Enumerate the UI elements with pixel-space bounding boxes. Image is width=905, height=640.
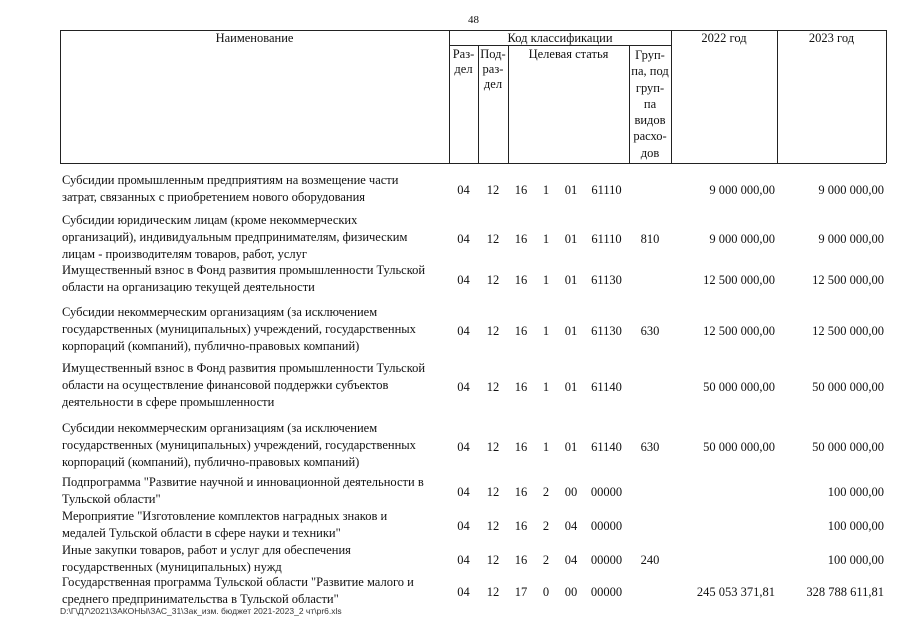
file-path-footer: D:\Г\Д7\2021\ЗАКОНЫ\ЗАС_31\Зак_изм. бюджет 2021-2023_2 чт\pr6.xls xyxy=(60,606,342,616)
cell-podrazdel: 12 xyxy=(486,273,500,287)
cell-p4: 00000 xyxy=(590,585,623,599)
page-number: 48 xyxy=(468,14,479,26)
row-name-line: Государственная программа Тульской области "Развитие малого и xyxy=(62,575,414,589)
cell-p2: 1 xyxy=(542,380,550,394)
cell-razdel: 04 xyxy=(457,324,470,338)
cell-p1: 16 xyxy=(514,440,528,454)
header-razdel: Раз- дел xyxy=(452,47,475,76)
cell-vid: 630 xyxy=(640,440,660,454)
row-name xyxy=(62,304,442,355)
row-name-line: Субсидии промышленным предприятиям на возмещение части xyxy=(62,173,399,187)
cell-p2: 1 xyxy=(542,324,550,338)
cell-podrazdel: 12 xyxy=(486,553,500,567)
cell-p3: 01 xyxy=(564,440,578,454)
cell-razdel: 04 xyxy=(457,553,470,567)
header-year-2022: 2022 год xyxy=(701,31,747,45)
cell-p3: 00 xyxy=(564,485,578,499)
cell-razdel: 04 xyxy=(457,585,470,599)
cell-p1: 16 xyxy=(514,485,528,499)
header-name: Наименование xyxy=(215,31,294,45)
cell-p2: 2 xyxy=(542,519,550,533)
cell-p4: 61110 xyxy=(591,183,622,197)
row-name-line: Субсидии некоммерческим организациям (за исключением xyxy=(62,305,378,319)
row-name-line: деятельности в сфере промышленности xyxy=(62,395,275,409)
cell-p4: 00000 xyxy=(590,485,623,499)
row-name-line: государственных (муниципальных) учреждений, государственных xyxy=(62,322,416,336)
cell-podrazdel: 12 xyxy=(486,585,500,599)
header-year-2023: 2023 год xyxy=(808,31,855,45)
cell-amount-2022: 9 000 000,00 xyxy=(709,183,775,197)
cell-p4: 00000 xyxy=(590,553,623,567)
cell-p1: 16 xyxy=(514,232,528,246)
cell-p3: 01 xyxy=(564,324,578,338)
cell-vid: 630 xyxy=(640,324,660,338)
cell-p2: 2 xyxy=(542,553,550,567)
cell-p1: 16 xyxy=(514,324,528,338)
row-name-line: Субсидии юридическим лицам (кроме некоммерческих xyxy=(62,213,358,227)
row-name xyxy=(62,172,442,206)
cell-amount-2023: 9 000 000,00 xyxy=(818,232,884,246)
cell-amount-2023: 12 500 000,00 xyxy=(812,324,884,338)
cell-podrazdel: 12 xyxy=(486,485,500,499)
cell-razdel: 04 xyxy=(457,519,470,533)
cell-p3: 01 xyxy=(564,273,578,287)
row-name-line: государственных (муниципальных) нужд xyxy=(62,560,282,574)
header-podrazdel: Под- раз- дел xyxy=(480,47,506,91)
cell-p1: 16 xyxy=(514,183,528,197)
cell-p3: 00 xyxy=(564,585,578,599)
cell-p1: 16 xyxy=(514,553,528,567)
row-name xyxy=(62,474,442,508)
cell-amount-2022: 12 500 000,00 xyxy=(703,324,775,338)
cell-p2: 0 xyxy=(542,585,550,599)
cell-p1: 16 xyxy=(514,519,528,533)
cell-amount-2022: 9 000 000,00 xyxy=(709,232,775,246)
row-name xyxy=(62,212,442,263)
cell-p1: 16 xyxy=(514,380,528,394)
row-name xyxy=(62,508,442,542)
cell-amount-2023: 100 000,00 xyxy=(827,519,884,533)
row-name-line: организаций), индивидуальным предпринимателям, физическим xyxy=(62,230,408,244)
cell-podrazdel: 12 xyxy=(486,380,500,394)
cell-vid: 240 xyxy=(640,553,660,567)
cell-amount-2022: 50 000 000,00 xyxy=(703,440,775,454)
cell-p2: 1 xyxy=(542,273,550,287)
row-name-line: лицам - производителям товаров, работ, услуг xyxy=(62,247,308,261)
row-name-line: Тульской области" xyxy=(62,492,161,506)
row-name-line: Иные закупки товаров, работ и услуг для обеспечения xyxy=(62,543,351,557)
cell-p4: 61130 xyxy=(591,324,622,338)
cell-p2: 2 xyxy=(542,485,550,499)
cell-amount-2022: 245 053 371,81 xyxy=(696,585,775,599)
row-name-line: корпораций (компаний), публично-правовых компаний) xyxy=(62,455,360,469)
cell-podrazdel: 12 xyxy=(486,519,500,533)
cell-amount-2023: 328 788 611,81 xyxy=(806,585,884,599)
cell-amount-2023: 50 000 000,00 xyxy=(812,440,884,454)
row-name xyxy=(62,542,442,576)
row-name-line: Субсидии некоммерческим организациям (за исключением xyxy=(62,421,378,435)
cell-p1: 16 xyxy=(514,273,528,287)
cell-p3: 01 xyxy=(564,232,578,246)
cell-amount-2023: 100 000,00 xyxy=(827,553,884,567)
cell-p1: 17 xyxy=(514,585,528,599)
cell-razdel: 04 xyxy=(457,485,470,499)
cell-amount-2022: 12 500 000,00 xyxy=(703,273,775,287)
row-name-line: Имущественный взнос в Фонд развития промышленности Тульской xyxy=(62,263,426,277)
cell-razdel: 04 xyxy=(457,232,470,246)
cell-p3: 04 xyxy=(564,519,578,533)
cell-vid: 810 xyxy=(640,232,660,246)
cell-p2: 1 xyxy=(542,232,550,246)
cell-podrazdel: 12 xyxy=(486,183,500,197)
cell-razdel: 04 xyxy=(457,183,470,197)
cell-p2: 1 xyxy=(542,183,550,197)
row-name xyxy=(62,262,442,296)
cell-podrazdel: 12 xyxy=(486,324,500,338)
header-expense-group: Груп- па, под груп- па видов расхо- дов xyxy=(631,48,669,160)
header-code-group: Код классификации xyxy=(507,31,613,45)
header-target-article: Целевая статья xyxy=(528,47,609,61)
cell-razdel: 04 xyxy=(457,440,470,454)
cell-p3: 04 xyxy=(564,553,578,567)
cell-p4: 61130 xyxy=(591,273,622,287)
cell-p4: 61140 xyxy=(591,440,622,454)
row-name-line: затрат, связанных с приобретением нового оборудования xyxy=(62,190,366,204)
cell-p2: 1 xyxy=(542,440,550,454)
cell-razdel: 04 xyxy=(457,380,470,394)
row-name-line: Имущественный взнос в Фонд развития промышленности Тульской xyxy=(62,361,426,375)
cell-amount-2023: 12 500 000,00 xyxy=(812,273,884,287)
cell-p4: 61110 xyxy=(591,232,622,246)
cell-podrazdel: 12 xyxy=(486,232,500,246)
row-name xyxy=(62,420,442,471)
row-name xyxy=(62,574,442,608)
cell-p3: 01 xyxy=(564,380,578,394)
cell-p4: 00000 xyxy=(590,519,623,533)
cell-razdel: 04 xyxy=(457,273,470,287)
cell-amount-2023: 100 000,00 xyxy=(827,485,884,499)
row-name-line: Подпрограмма "Развитие научной и инновационной деятельности в xyxy=(62,475,424,489)
row-name-line: корпораций (компаний), публично-правовых компаний) xyxy=(62,339,360,353)
cell-amount-2023: 50 000 000,00 xyxy=(812,380,884,394)
cell-podrazdel: 12 xyxy=(486,440,500,454)
row-name xyxy=(62,360,442,411)
cell-amount-2022: 50 000 000,00 xyxy=(703,380,775,394)
row-name-line: области на организацию текущей деятельности xyxy=(62,280,315,294)
row-name-line: среднего предпринимательства в Тульской области" xyxy=(62,592,339,606)
row-name-line: медалей Тульской области в сфере науки и техники" xyxy=(62,526,341,540)
cell-amount-2023: 9 000 000,00 xyxy=(818,183,884,197)
row-name-line: Мероприятие "Изготовление комплектов наградных знаков и xyxy=(62,509,388,523)
row-name-line: государственных (муниципальных) учреждений, государственных xyxy=(62,438,416,452)
cell-p3: 01 xyxy=(564,183,578,197)
row-name-line: области на осуществление финансовой поддержки субъектов xyxy=(62,378,389,392)
cell-p4: 61140 xyxy=(591,380,622,394)
